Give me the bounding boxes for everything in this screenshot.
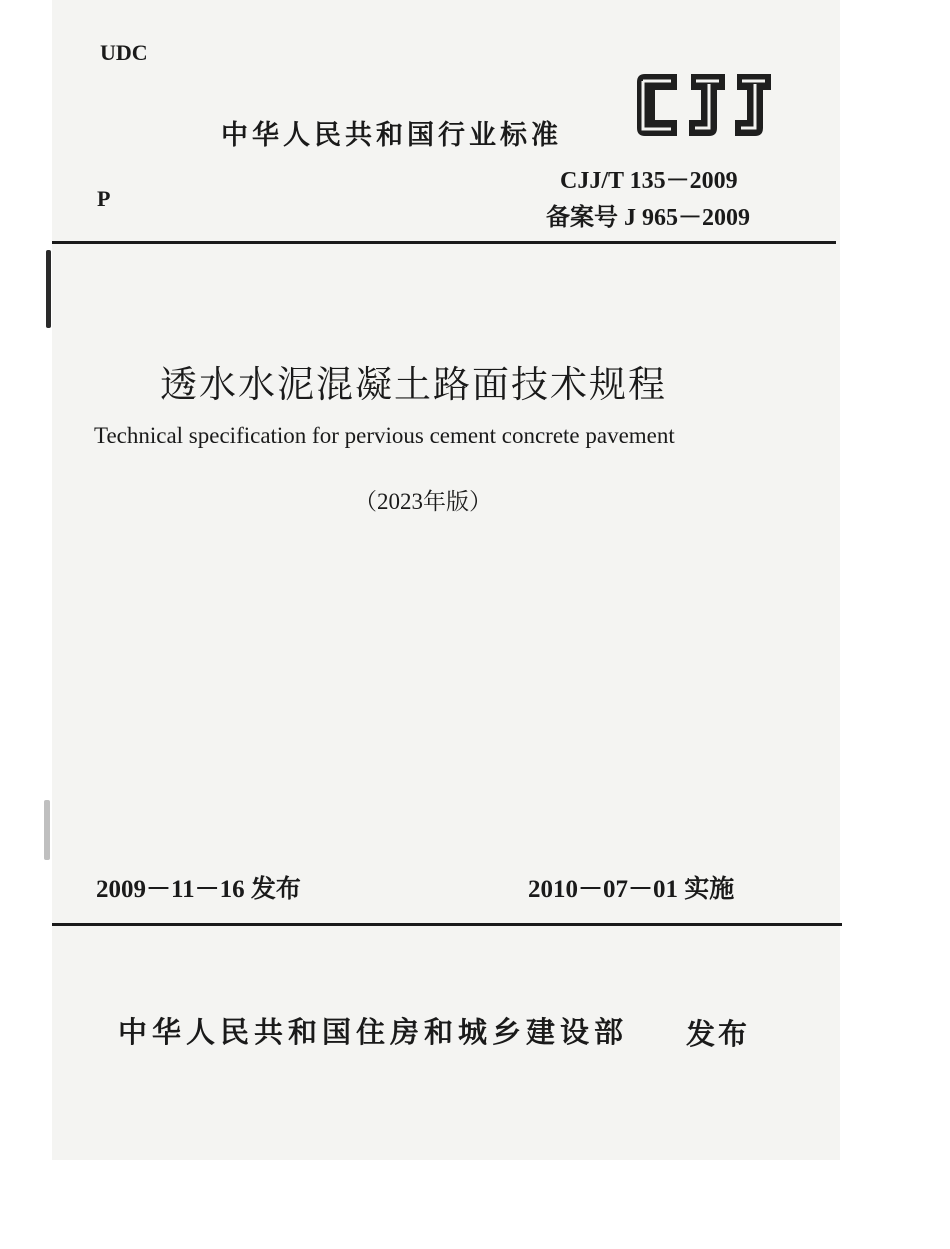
bottom-divider	[52, 923, 842, 926]
issue-date: 2009－11－16 发布	[96, 876, 301, 903]
standard-code: CJJ/T 135－2009	[560, 168, 738, 194]
implementation-date: 2010－07－01 实施	[528, 876, 735, 903]
category-label: P	[97, 186, 111, 211]
page-margin	[840, 0, 950, 1249]
industry-standard-heading: 中华人民共和国行业标准	[221, 120, 562, 151]
title-chinese: 透水水泥混凝土路面技术规程	[160, 363, 667, 406]
udc-label: UDC	[100, 40, 148, 65]
title-english: Technical specification for pervious cement concrete pavement	[94, 423, 675, 448]
issuing-ministry: 中华人民共和国住房和城乡建设部	[118, 1015, 629, 1049]
top-divider	[52, 241, 836, 244]
edition-label: （2023年版）	[354, 489, 492, 514]
cjj-logo	[633, 72, 775, 138]
record-number: 备案号 J 965－2009	[546, 205, 750, 231]
binding-edge-mark-lower	[44, 800, 50, 860]
publish-label: 发布	[686, 1017, 751, 1051]
binding-edge-mark	[46, 250, 51, 328]
